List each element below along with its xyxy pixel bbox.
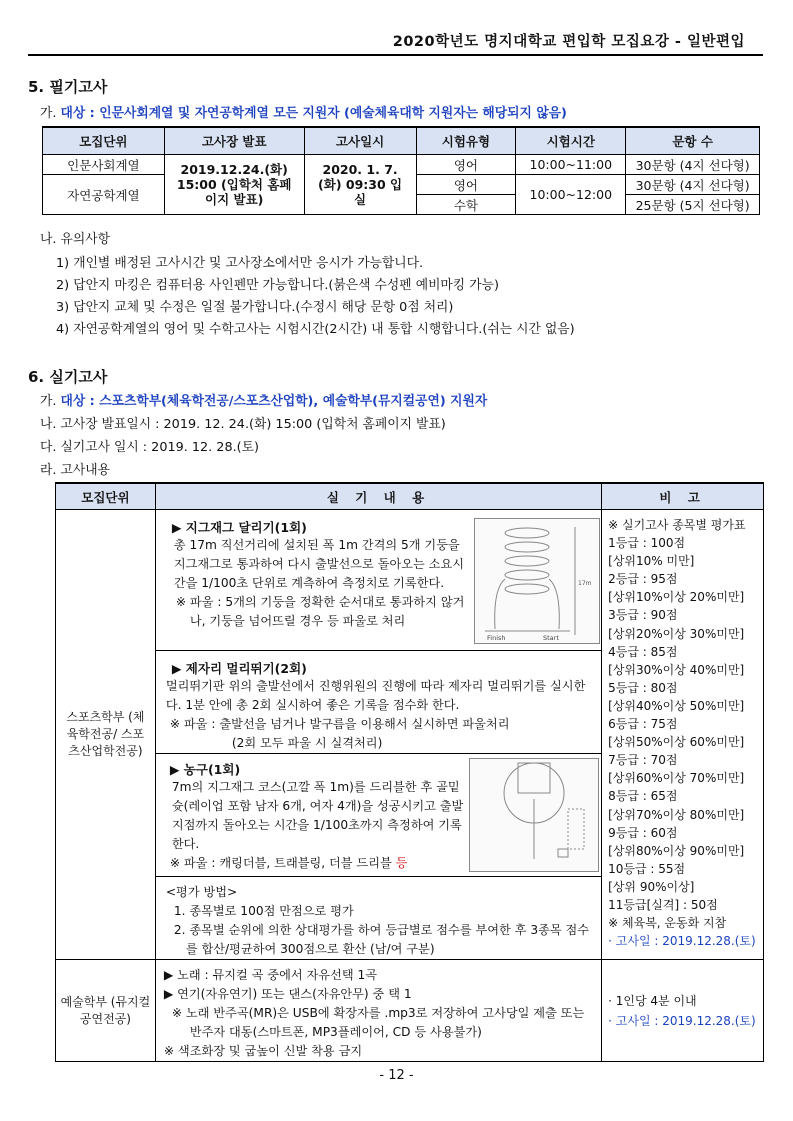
page-number: - 12 - [379,1068,414,1083]
grades-cell [602,510,764,960]
evaluation-cell [155,877,601,960]
th-content: 실 기 내 용 [155,483,601,510]
count-cell: 25문항 (5지 선다형) [626,195,760,215]
section6-date: 다. 실기고사 일시 : 2019. 12. 28.(토) [40,440,260,455]
header-divider [28,54,763,56]
arts-item: ※ 노래 반주곡(MR)은 USB에 확장자를 .mp3로 저장하여 고사당일 제출 또는 반주자 대동(스마트폰, MP3플레이어, CD 등 사용불가) [171,1006,585,1039]
zigzag-course-diagram [474,518,600,644]
grade-line: 8등급 : 65점 [608,789,678,804]
grade-line: 9등급 : 60점 [608,825,678,840]
note-item: 3) 답안지 교체 및 수정은 일절 불가합니다.(수정시 해당 문항 0점 처리) [56,300,454,315]
th-type: 시험유형 [416,127,516,155]
time-cell: 10:00~12:00 [516,175,626,215]
grade-line: 10등급 : 55점 [608,861,686,876]
basketball-court-diagram [469,758,599,872]
arts-item: ※ 색조화장 및 굽높이 신발 착용 금지 [163,1044,363,1058]
unit-engineering: 자연공학계열 [43,175,165,215]
arts-unit: 예술학부 (뮤지컬공연전공) [56,960,156,1062]
grade-line: 1등급 : 100점 [608,536,686,551]
basket-text: 7m의 지그재그 코스(고깔 폭 1m)를 드리블한 후 골밑슛(레이업 포함 남자 6개, 여자 4개)을 성공시키고 출발지점까지 돌아오는 시간을 1/100초까지 측정하여 기록한다. [171,780,464,851]
th-unit: 모집단위 [43,127,165,155]
th-unit: 모집단위 [56,483,156,510]
grade-line: [상위30%이상 40%미만] [608,662,745,677]
note-item: 1) 개인별 배정된 고사시간 및 고사장소에서만 응시가 가능합니다. [56,256,424,271]
grade-line: [상위 90%이상] [608,879,695,894]
th-time: 시험시간 [516,127,626,155]
grade-line: 4등급 : 85점 [608,644,678,659]
section6-content-title: 라. 고사내용 [40,463,110,478]
grade-line: [상위80%이상 90%미만] [608,843,745,858]
evaluation-title: <평가 방법> [165,885,238,899]
th-date: 고사일시 [304,127,416,155]
section6-heading: 6. 실기고사 [28,368,108,386]
sports-exam-date: · 고사일 : 2019.12.28.(토) [608,934,756,949]
grade-line: [상위60%이상 70%미만] [608,771,745,786]
evaluation-item: 2. 종목별 순위에 의한 상대평가를 하여 등급별로 점수를 부여한 후 3종목 점수를 합산/평균하여 300점으로 환산 (남/여 구분) [173,923,590,956]
basket-foul: ※ 파울 : 캐링더블, 트래블링, 더블 드리블 등 [169,856,408,870]
jump-cell [155,651,601,754]
page-header-title: 2020학년도 명지대학교 편입학 모집요강 - 일반편입 [392,34,745,50]
sports-unit: 스포츠학부 (체육학전공/ 스포츠산업학전공) [56,510,156,960]
time-cell: 10:00~11:00 [516,155,626,175]
arts-remark-cell [602,960,764,1062]
grade-line: [상위70%이상 80%미만] [608,807,745,822]
jump-foul-note: (2회 모두 파울 시 실격처리) [231,736,383,750]
type-cell: 영어 [416,175,516,195]
zigzag-cell [155,510,601,651]
course-length-label: 17m [577,580,592,587]
exam-date-cell: 2020. 1. 7.(화) 09:30 입실 [304,155,416,215]
practical-exam-table [55,482,764,1062]
section6-target: 가. 대상 : 스포츠학부(체육학전공/스포츠산업학), 예술학부(뮤지컬공연) 지원자 [40,394,488,409]
note-item: 4) 자연공학계열의 영어 및 수학고사는 시험시간(2시간) 내 통합 시행합니다.(쉬는 시간 없음) [56,322,575,337]
grade-line: [상위10% 미만] [608,554,695,569]
grade-line: [상위50%이상 60%미만] [608,735,745,750]
th-announce: 고사장 발표 [164,127,304,155]
basket-title: ▶ 농구(1회) [169,762,241,777]
grade-line: 7등급 : 70점 [608,753,678,768]
arts-duration: · 1인당 4분 이내 [608,993,697,1008]
section5-target: 가. 대상 : 인문사회계열 및 자연공학계열 모든 지원자 (예술체육대학 지원자는 해당되지 않음) [40,106,567,121]
jump-foul: ※ 파울 : 출발선을 넘거나 발구름을 이용해서 실시하면 파울처리 [169,717,510,731]
th-remark: 비 고 [602,483,764,510]
jump-title: ▶ 제자리 멀리뛰기(2회) [171,661,307,676]
grades-title: ※ 실기고사 종목별 평가표 [608,518,746,532]
grade-line: 2등급 : 95점 [608,572,678,587]
announce-cell: 2019.12.24.(화) 15:00 (입학처 홈페이지 발표) [164,155,304,215]
grade-line: 5등급 : 80점 [608,680,678,695]
arts-content-cell [155,960,601,1062]
notes-title: 나. 유의사항 [40,232,110,247]
grade-line: [상위10%이상 20%미만] [608,590,745,605]
grade-line: 3등급 : 90점 [608,608,678,623]
jump-text: 멀리뛰기판 위의 출발선에서 진행위원의 진행에 따라 제자리 멀리뛰기를 실시한다. 1분 안에 총 2회 실시하여 좋은 기록을 점수화 한다. [165,679,586,712]
zigzag-text: 총 17m 직선거리에 설치된 폭 1m 간격의 5개 기둥을 지그재그로 통과하여 다시 출발선으로 돌아오는 소요시간을 1/100초 단위로 계측하여 측정치로 기록한다. [173,538,464,590]
start-label: Start [542,634,559,642]
unit-humanities: 인문사회계열 [43,155,165,175]
arts-exam-date: · 고사일 : 2019.12.28.(토) [608,1013,756,1028]
section6-announce: 나. 고사장 발표일시 : 2019. 12. 24.(화) 15:00 (입학처 홈페이지 발표) [40,417,446,432]
grade-line: [상위20%이상 30%미만] [608,626,745,641]
grade-line: ※ 체육복, 운동화 지참 [608,916,727,931]
evaluation-item: 1. 종목별로 100점 만점으로 평가 [173,904,354,918]
section5-heading: 5. 필기고사 [28,78,108,96]
arts-item: ▶ 연기(자유연기) 또는 댄스(자유안무) 중 택 1 [163,987,412,1001]
arts-item: ▶ 노래 : 뮤지컬 곡 중에서 자유선택 1곡 [163,968,378,982]
grade-line: [상위40%이상 50%미만] [608,698,745,713]
grade-line: 11등급[실격] : 50점 [608,897,718,912]
note-item: 2) 답안지 마킹은 컴퓨터용 사인펜만 가능합니다.(붉은색 수성펜 예비마킹 가능) [56,278,499,293]
finish-label: Finish [486,634,506,642]
type-cell: 영어 [416,155,516,175]
zigzag-title: ▶ 지그재그 달리기(1회) [171,520,307,535]
th-count: 문항 수 [626,127,760,155]
basket-cell [155,754,601,877]
zigzag-foul: ※ 파울 : 5개의 기둥을 정확한 순서대로 통과하지 않거나, 기둥을 넘어뜨릴 경우 등 파울로 처리 [175,595,465,628]
count-cell: 30문항 (4지 선다형) [626,175,760,195]
grade-line: 6등급 : 75점 [608,717,678,732]
type-cell: 수학 [416,195,516,215]
count-cell: 30문항 (4지 선다형) [626,155,760,175]
written-exam-table [42,126,760,215]
